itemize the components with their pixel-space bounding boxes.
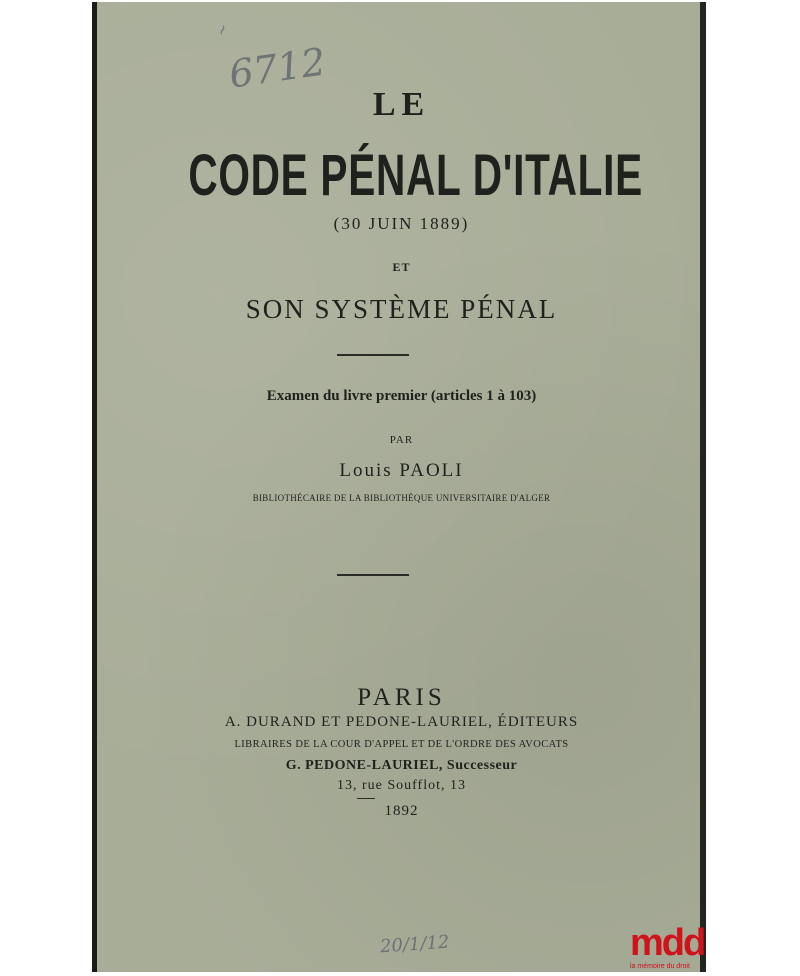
pencil-bottom-note: 20/1/12 (379, 931, 451, 958)
exam-description: Examen du livre premier (articles 1 à 103) (266, 388, 537, 404)
publisher-successor: G. PEDONE-LAURIEL, Successeur (285, 758, 518, 773)
cover-right-edge (700, 2, 706, 972)
pencil-shelf-mark: 6712 (226, 39, 329, 97)
title-article: LE (372, 86, 431, 123)
mdd-logo (630, 924, 710, 974)
publication-year: 1892 (384, 803, 419, 819)
publisher-note: LIBRAIRES DE LA COUR D'APPEL ET DE L'ORDRE DES AVOCATS (234, 739, 569, 750)
divider-bottom (337, 574, 409, 576)
title-conjunction: ET (392, 260, 411, 274)
pencil-margin-scribble: ~ (213, 21, 233, 39)
author-name: Louis PAOLI (339, 460, 464, 481)
title-date: (30 JUIN 1889) (333, 214, 470, 233)
main-title: CODE PÉNAL D'ITALIE (188, 143, 643, 208)
publisher: A. DURAND ET PEDONE-LAURIEL, ÉDITEURS (224, 714, 579, 730)
publisher-address: 13, rue Soufflot, 13 (336, 778, 466, 793)
logo-tagline: la mémoire du droit (630, 963, 690, 970)
author-role: BIBLIOTHÉCAIRE DE LA BIBLIOTHÈQUE UNIVERSITAIRE D'ALGER (252, 493, 551, 503)
publication-city: PARIS (357, 684, 446, 711)
by-label: PAR (389, 434, 414, 446)
logo-letters: mdd (630, 922, 705, 964)
book-cover (92, 2, 706, 972)
divider-top (337, 354, 409, 356)
year-rule (357, 798, 375, 799)
subtitle: SON SYSTÈME PÉNAL (245, 294, 558, 324)
